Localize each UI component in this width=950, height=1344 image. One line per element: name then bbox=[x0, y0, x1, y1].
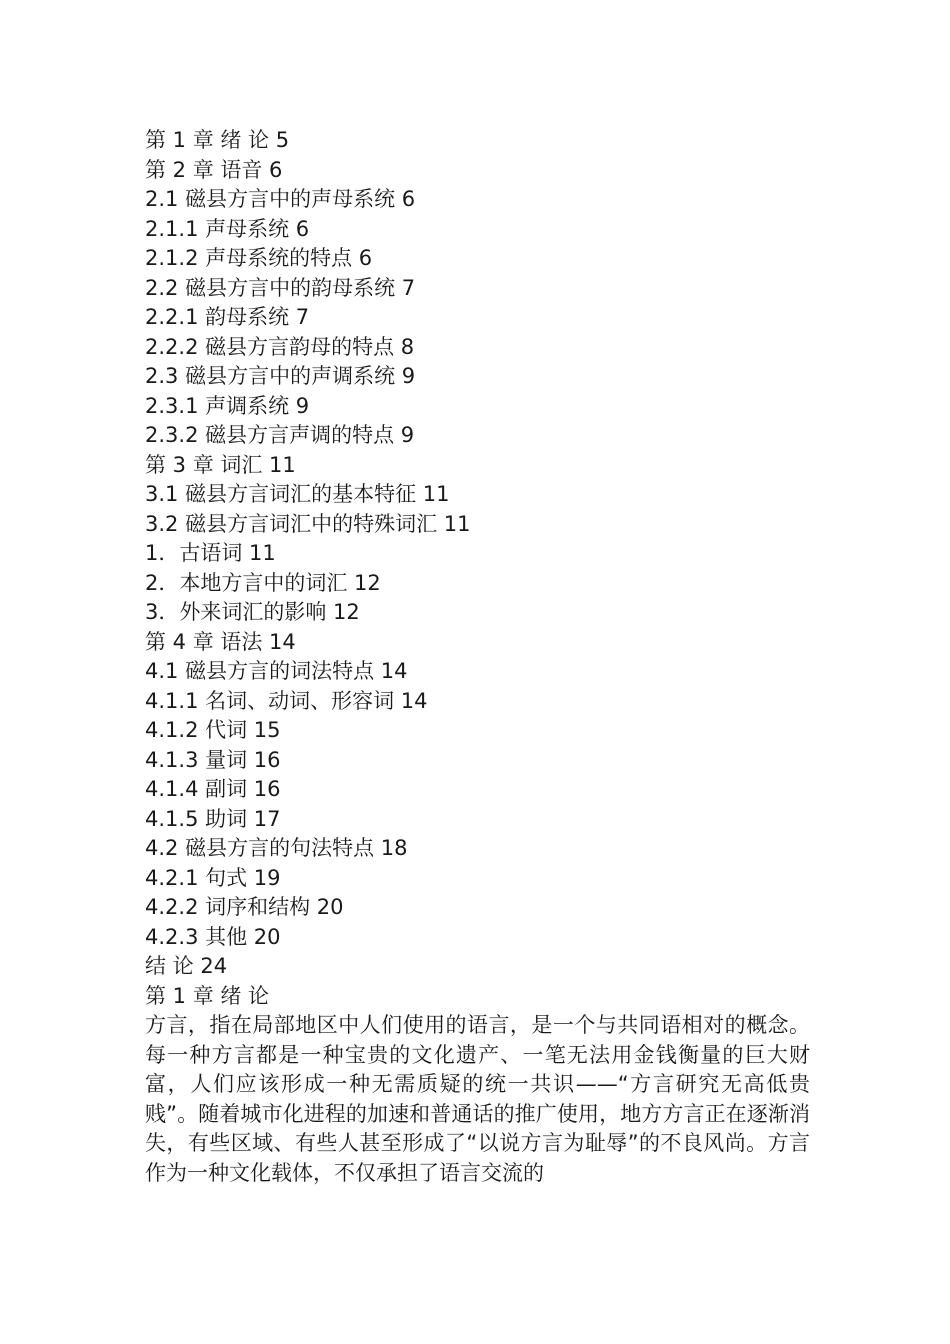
toc-entry: 4.2.1 句式 19 bbox=[145, 865, 281, 890]
toc-entry: 4.1.1 名词、动词、形容词 14 bbox=[145, 688, 428, 713]
toc-entry: 第 3 章 词汇 11 bbox=[145, 452, 296, 477]
toc-entry: 第 1 章 绪 论 5 bbox=[145, 128, 290, 152]
toc-entry: 4.1.5 助词 17 bbox=[145, 806, 281, 831]
body-paragraph: 方言，指在局部地区中人们使用的语言，是一个与共同语相对的概念。每一种方言都是一种宝贵的文化遗产、一笔无法用金钱衡量的巨大财富，人们应该形成一种无需质疑的统一共识——“方言研究无高低贵贱”。随着城市化进程的加速和普通话的推广使用，地方方言正在逐渐消失，有些区域、有些人甚至形成了“以说方言为耻辱”的不良风尚。方言作为一种文化载体，不仅承担了语言交流的 bbox=[145, 1013, 810, 1185]
toc-entry: 2.1 磁县方言中的声母系统 6 bbox=[145, 187, 416, 211]
toc-entry: 2.1.2 声母系统的特点 6 bbox=[145, 246, 373, 270]
toc-entry: 3.2 磁县方言词汇中的特殊词汇 11 bbox=[145, 511, 471, 536]
toc-entry: 第 2 章 语音 6 bbox=[145, 157, 283, 182]
toc-entry: 2.3 磁县方言中的声调系统 9 bbox=[145, 364, 416, 388]
toc-entry: 2.3.1 声调系统 9 bbox=[145, 393, 310, 418]
toc-entry: 2.2.1 韵母系统 7 bbox=[145, 305, 310, 329]
toc-entry: 结 论 24 bbox=[145, 954, 228, 978]
toc-entry: 4.1.2 代词 15 bbox=[145, 718, 281, 742]
toc-entry: 2.3.2 磁县方言声调的特点 9 bbox=[145, 423, 415, 447]
table-of-contents bbox=[145, 126, 810, 982]
toc-entry: 4.1.4 副词 16 bbox=[145, 777, 281, 801]
toc-entry: 第 4 章 语法 14 bbox=[145, 629, 296, 654]
toc-entry: 2．本地方言中的词汇 12 bbox=[145, 570, 381, 595]
toc-entry: 4.2.3 其他 20 bbox=[145, 924, 281, 949]
toc-entry: 3.1 磁县方言词汇的基本特征 11 bbox=[145, 482, 450, 506]
toc-entry: 2.1.1 声母系统 6 bbox=[145, 216, 310, 241]
document-page bbox=[145, 126, 810, 1188]
toc-entry: 2.2 磁县方言中的韵母系统 7 bbox=[145, 275, 416, 300]
toc-entry: 2.2.2 磁县方言韵母的特点 8 bbox=[145, 334, 415, 359]
toc-entry: 4.1 磁县方言的词法特点 14 bbox=[145, 659, 408, 683]
toc-entry: 4.1.3 量词 16 bbox=[145, 747, 281, 772]
toc-entry: 4.2.2 词序和结构 20 bbox=[145, 895, 344, 919]
toc-entry: 3．外来词汇的影响 12 bbox=[145, 600, 360, 624]
toc-entry: 1．古语词 11 bbox=[145, 541, 276, 565]
chapter-heading: 第 1 章 绪 论 bbox=[145, 983, 270, 1008]
toc-entry: 4.2 磁县方言的句法特点 18 bbox=[145, 836, 408, 860]
